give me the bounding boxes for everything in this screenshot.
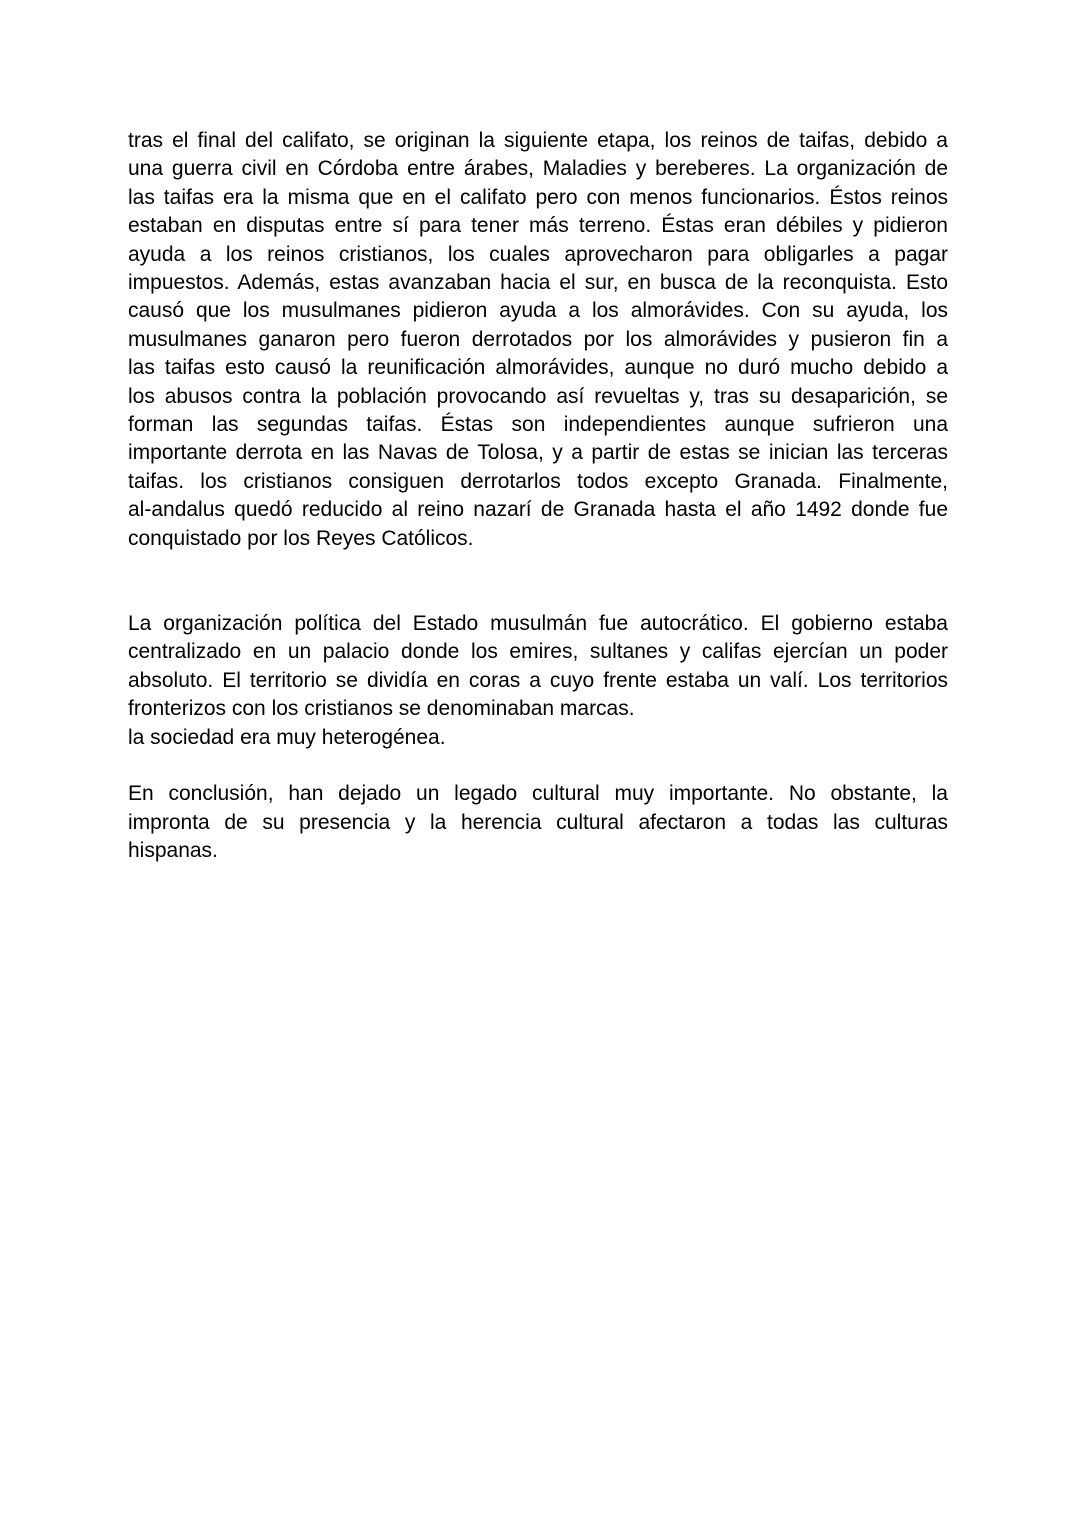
text-line: impronta de su presencia y la herencia cultural afectaron a todas las culturas xyxy=(128,810,948,834)
text-line: las taifas era la misma que en el califato pero con menos funcionarios. Éstos reinos xyxy=(128,185,948,209)
text-line: una guerra civil en Córdoba entre árabes, Maladies y bereberes. La organización de xyxy=(128,157,948,181)
text-line: importante derrota en las Navas de Tolosa, y a partir de estas se inician las terceras xyxy=(128,441,948,465)
paragraph-organizacion xyxy=(128,610,948,724)
text-line: En conclusión, han dejado un legado cultural muy importante. No obstante, la xyxy=(128,782,948,806)
text-line: ayuda a los reinos cristianos, los cuales aprovecharon para obligarles a pagar xyxy=(128,242,948,266)
text-line: causó que los musulmanes pidieron ayuda a los almorávides. Con su ayuda, los xyxy=(128,299,948,323)
text-line: la sociedad era muy heterogénea. xyxy=(128,725,446,749)
text-line: conquistado por los Reyes Católicos. xyxy=(128,526,474,550)
text-line: absoluto. El territorio se dividía en coras a cuyo frente estaba un valí. Los territorios xyxy=(128,668,948,692)
text-line: musulmanes ganaron pero fueron derrotados por los almorávides y pusieron fin a xyxy=(128,327,948,351)
text-line: los abusos contra la población provocando así revueltas y, tras su desaparición, se xyxy=(128,384,948,408)
document-text-block xyxy=(128,127,948,866)
text-line: las taifas esto causó la reunificación almorávides, aunque no duró mucho debido a xyxy=(128,356,948,380)
text-line: impuestos. Además, estas avanzaban hacia el sur, en busca de la reconquista. Esto xyxy=(128,271,948,295)
text-line: La organización política del Estado musulmán fue autocrático. El gobierno estaba xyxy=(128,611,948,635)
text-line: estaban en disputas entre sí para tener más terreno. Éstas eran débiles y pidieron xyxy=(128,214,948,238)
text-line: fronterizos con los cristianos se denominaban marcas. xyxy=(128,697,635,721)
text-line: taifas. los cristianos consiguen derrotarlos todos excepto Granada. Finalmente, xyxy=(128,469,948,493)
text-line: al-andalus quedó reducido al reino nazarí de Granada hasta el año 1492 donde fue xyxy=(128,498,948,522)
line-sociedad xyxy=(128,724,948,752)
text-line: centralizado en un palacio donde los emires, sultanes y califas ejercían un poder xyxy=(128,640,948,664)
text-line: hispanas. xyxy=(128,839,218,863)
paragraph-conclusion xyxy=(128,780,948,865)
text-line: tras el final del califato, se originan la siguiente etapa, los reinos de taifas, debido a xyxy=(128,129,948,152)
text-line: forman las segundas taifas. Éstas son independientes aunque sufrieron una xyxy=(128,413,948,437)
paragraph-taifas xyxy=(128,127,948,553)
